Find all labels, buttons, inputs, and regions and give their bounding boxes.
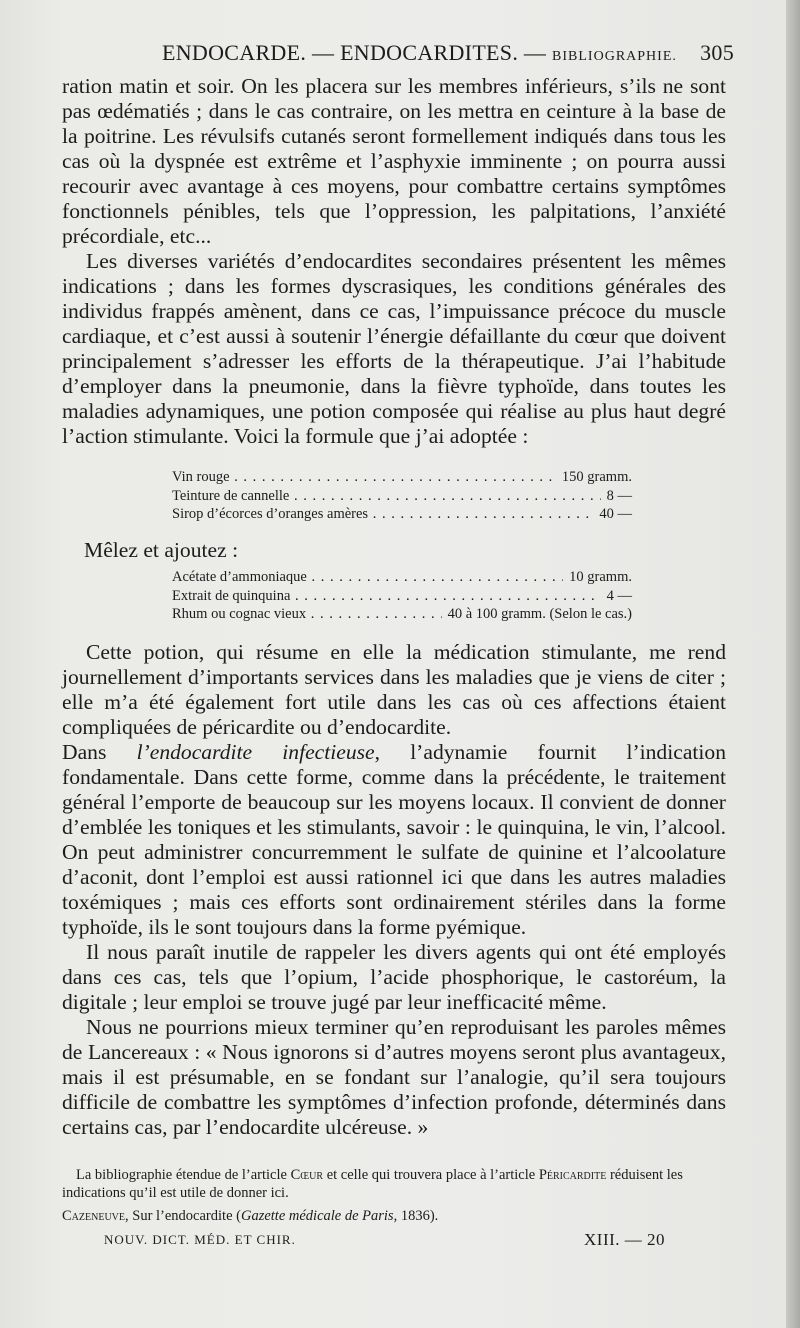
formula-row [172, 487, 632, 506]
body-text-top [62, 74, 726, 449]
formula-list-1 [172, 468, 632, 524]
infectious-endocarditis-term: l’endocardite infectieuse [136, 740, 375, 764]
bibliography-intro: La bibliographie étendue de l’article Cœur et celle qui trouvera place à l’article Péricardite réduisent les indications qu’il est utile de donner ici. [62, 1167, 683, 1201]
running-head-section: BIBLIOGRAPHIE. [552, 49, 677, 64]
footer-volume: XIII. — 20 [584, 1230, 666, 1249]
formula-list-2 [172, 568, 632, 624]
formula-row [172, 605, 632, 624]
paragraph-6: Nous ne pourrions mieux terminer qu’en reproduisant les paroles mêmes de Lancereaux : « Nous ignorons si d’autres moyens seront plus avantageux, mais il est présumable, en se fondant sur l’analogie, qu’il sera toujours difficile de combattre les symptômes d’infection profonde, déterminés dans certains cas, par l’endocardite ulcéreuse. » [62, 1015, 726, 1139]
formula-ingredient: Sirop d’écorces d’oranges amères . . . [172, 505, 593, 524]
bibliography-note [62, 1166, 726, 1225]
formula-row [172, 587, 632, 606]
formula-ingredient: Acétate d’ammoniaque . . . [172, 568, 563, 587]
melez-line: Mêlez et ajoutez : [84, 538, 239, 562]
running-head-main: ENDOCARDE. — ENDOCARDITES. — [162, 40, 547, 65]
formula-row [172, 505, 632, 524]
formula-ingredient: Rhum ou cognac vieux . . . [172, 605, 442, 624]
formula-row [172, 568, 632, 587]
bibliography-reference: Cazeneuve, Sur l’endocardite (Gazette médicale de Paris, 1836). [62, 1208, 439, 1224]
formula-dose: 40 à 100 gramm. (Selon le cas.) [447, 606, 632, 622]
body-text-bottom [62, 640, 726, 1140]
page-footer [104, 1232, 664, 1248]
paragraph-3: Cette potion, qui résume en elle la médication stimulante, me rend journellement d’importants services dans les maladies que je viens de citer ; elle m’a été également fort utile dans les cas où ces affections étaient compliquées de péricardite ou d’endocardite. [62, 640, 726, 739]
footer-signature: NOUV. DICT. MÉD. ET CHIR. [104, 1232, 296, 1247]
paragraph-1: ration matin et soir. On les placera sur les membres inférieurs, s’ils ne sont pas œdématiés ; dans le cas contraire, on les mettra en ceinture à la base de la poitrine. Les révulsifs cutanés seront formellement indiqués dans tous les cas où la dyspnée est extrême et l’asphyxie imminente ; on pourra aussi recourir avec avantage à ces moyens, pour combattre certains symptômes fonctionnels pénibles, tels que l’oppression, les palpitations, l’anxiété précordiale, etc... [62, 74, 726, 248]
formula-dose: 10 gramm. [569, 569, 632, 585]
paragraph-5: Il nous paraît inutile de rappeler les divers agents qui ont été employés dans ces cas, tels que l’opium, l’acide phosphorique, le castoréum, la digitale ; leur emploi se trouve jugé par leur inefficacité même. [62, 940, 726, 1014]
page-edge [786, 0, 800, 1328]
running-head-title [162, 40, 677, 66]
formula-ingredient: Teinture de cannelle . . . [172, 487, 601, 506]
formula-ingredient: Vin rouge . . . [172, 468, 556, 487]
formula-dose: 150 gramm. [561, 469, 632, 485]
formula-row [172, 468, 632, 487]
formula-dose: 40 — [599, 506, 632, 522]
paragraph-2: Les diverses variétés d’endocardites secondaires présentent les mêmes indications ; dans les formes dyscrasiques, les conditions générales des individus frappés amènent, dans ce cas, l’impuissance précoce du muscle cardiaque, et c’est aussi à soutenir l’énergie défaillante du cœur que doivent principalement s’adresser les efforts de la thérapeutique. J’ai l’habitude d’employer dans la pneumonie, dans la fièvre typhoïde, dans toutes les maladies adynamiques, une potion composée qui réalise au plus haut degré l’action stimulante. Voici la formule que j’ai adoptée : [62, 249, 726, 448]
formula-dose: 8 — [606, 487, 632, 504]
page-number: 305 [700, 40, 734, 65]
formula-ingredient: Extrait de quinquina . . . [172, 587, 601, 606]
formula-dose: 4 — [606, 587, 632, 604]
running-header [62, 40, 734, 70]
paragraph-4: Dans l’endocardite infectieuse, l’adynamie fournit l’indication fondamentale. Dans cette forme, comme dans la précédente, le traitement général l’emporte de beaucoup sur les moyens locaux. Il convient de donner d’emblée les toniques et les stimulants, savoir : le quinquina, le vin, l’alcool. On peut administrer concurremment le sulfate de quinine et l’alcoolature d’aconit, dont l’emploi est aussi rationnel ici que dans les autres maladies toxémiques ; mais ces efforts sont ordinairement stériles dans la forme typhoïde, ils le sont toujours dans la forme pyémique. [62, 740, 726, 939]
